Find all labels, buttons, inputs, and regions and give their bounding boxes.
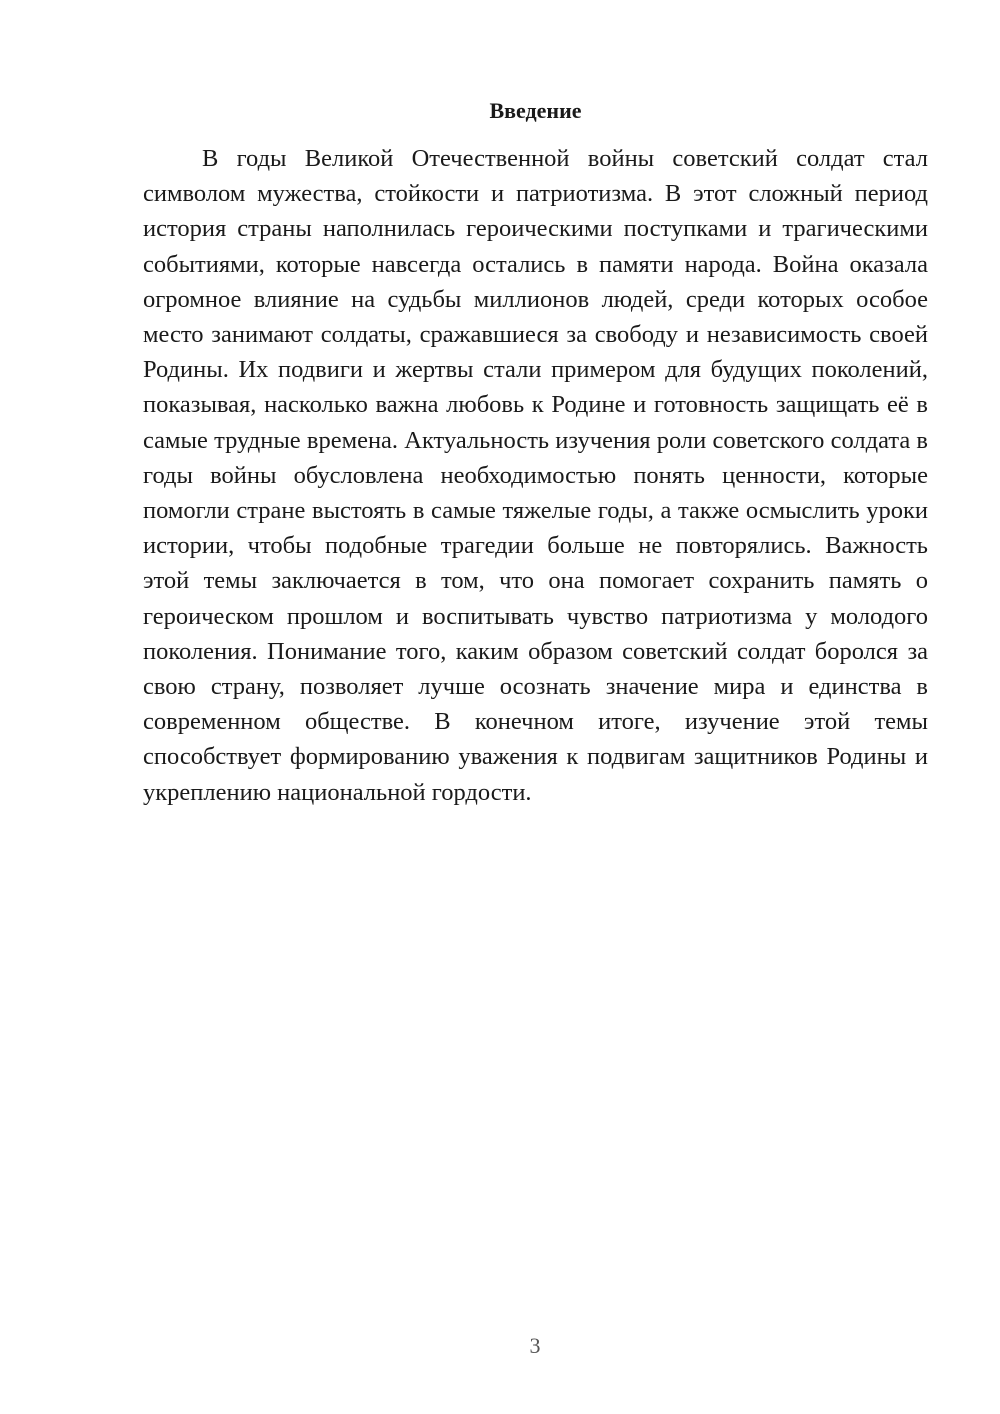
introduction-paragraph: В годы Великой Отечественной войны советский солдат стал символом мужества, стойкости и патриотизма. В этот сложный период история страны наполнилась героическими поступками и трагическими событиями, которые навсегда остались в памяти народа. Война оказала огромное влияние на судьбы миллионов людей, среди которых особое место занимают солдаты, сражавшиеся за свободу и независимость своей Родины. Их подвиги и жертвы стали примером для будущих поколений, показывая, насколько важна любовь к Родине и готовность защищать её в самые трудные времена. Актуальность изучения роли советского солдата в годы войны обусловлена необходимостью понять ценности, которые помогли стране выстоять в самые тяжелые годы, а также осмыслить уроки истории, чтобы подобные трагедии больше не повторялись. Важность этой темы заключается в том, что она помогает сохранить память о героическом прошлом и воспитывать чувство патриотизма у молодого поколения. Понимание того, каким образом советский солдат боролся за свою страну, позволяет лучше осознать значение мира и единства в современном обществе. В конечном итоге, изучение этой темы способствует формированию уважения к подвигам защитников Родины и укреплению национальной гордости. [143, 145, 928, 806]
page-number: 3 [529, 1333, 541, 1358]
section-heading: Введение [489, 98, 582, 123]
